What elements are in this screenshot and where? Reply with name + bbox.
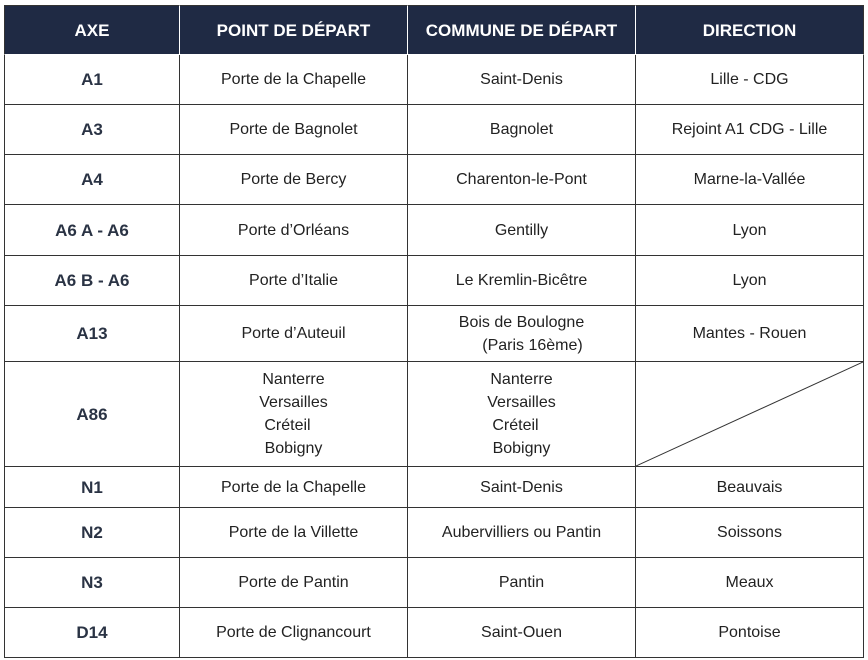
axe-cell: A6 B - A6	[4, 256, 180, 306]
axes-table	[4, 5, 864, 659]
commune-line: Versailles	[487, 394, 556, 411]
direction-cell-empty	[636, 362, 864, 467]
direction-cell: Lille - CDG	[636, 55, 864, 105]
table-row	[4, 362, 864, 467]
point-cell: Porte de la Villette	[180, 508, 408, 558]
table-row	[4, 55, 864, 105]
axe-cell: D14	[4, 608, 180, 658]
commune-cell	[408, 306, 636, 362]
point-cell: Porte de Bagnolet	[180, 105, 408, 155]
commune-line: Bois de Boulogne	[458, 313, 585, 331]
commune-line: Bobigny	[492, 440, 551, 457]
direction-cell: Pontoise	[636, 608, 864, 658]
header-direction: DIRECTION	[636, 5, 864, 55]
commune-cell: Gentilly	[408, 205, 636, 256]
axe-cell: A3	[4, 105, 180, 155]
table-row	[4, 155, 864, 205]
header-point: POINT DE DÉPART	[180, 5, 408, 55]
commune-cell: Charenton-le-Pont	[408, 155, 636, 205]
table-row	[4, 467, 864, 508]
axe-cell: N2	[4, 508, 180, 558]
table-row	[4, 508, 864, 558]
commune-cell: Saint-Ouen	[408, 608, 636, 658]
axe-cell: A86	[4, 362, 180, 467]
commune-line: Nanterre	[490, 371, 553, 388]
direction-cell: Lyon	[636, 205, 864, 256]
point-line: Versailles	[259, 394, 328, 411]
table-row	[4, 205, 864, 256]
commune-line: (Paris 16ème)	[482, 336, 583, 354]
table-row	[4, 256, 864, 306]
point-cell	[180, 362, 408, 467]
header-commune: COMMUNE DE DÉPART	[408, 5, 636, 55]
commune-cell	[408, 362, 636, 467]
point-cell: Porte d’Orléans	[180, 205, 408, 256]
point-cell: Porte de Bercy	[180, 155, 408, 205]
point-line: Bobigny	[264, 440, 323, 457]
commune-cell: Saint-Denis	[408, 55, 636, 105]
point-line: Créteil	[264, 417, 311, 434]
point-cell: Porte de Clignancourt	[180, 608, 408, 658]
direction-cell: Lyon	[636, 256, 864, 306]
point-cell: Porte d’Italie	[180, 256, 408, 306]
point-line: Nanterre	[262, 371, 325, 388]
commune-cell: Saint-Denis	[408, 467, 636, 508]
table-row	[4, 306, 864, 362]
direction-cell: Meaux	[636, 558, 864, 608]
point-cell: Porte de Pantin	[180, 558, 408, 608]
direction-cell: Beauvais	[636, 467, 864, 508]
axe-cell: A1	[4, 55, 180, 105]
commune-cell: Bagnolet	[408, 105, 636, 155]
point-cell: Porte de la Chapelle	[180, 55, 408, 105]
header-axe: AXE	[4, 5, 180, 55]
commune-cell: Pantin	[408, 558, 636, 608]
direction-cell: Rejoint A1 CDG - Lille	[636, 105, 864, 155]
table-row	[4, 608, 864, 658]
table-header	[4, 5, 864, 55]
commune-line: Créteil	[492, 417, 539, 434]
commune-cell: Le Kremlin-Bicêtre	[408, 256, 636, 306]
axe-cell: N3	[4, 558, 180, 608]
direction-cell: Soissons	[636, 508, 864, 558]
axe-cell: A4	[4, 155, 180, 205]
direction-cell: Mantes - Rouen	[636, 306, 864, 362]
direction-cell: Marne-la-Vallée	[636, 155, 864, 205]
axe-cell: A6 A - A6	[4, 205, 180, 256]
diagonal-strike	[636, 362, 863, 466]
table-row	[4, 105, 864, 155]
point-cell: Porte de la Chapelle	[180, 467, 408, 508]
table-row	[4, 558, 864, 608]
point-cell: Porte d’Auteuil	[180, 306, 408, 362]
commune-cell: Aubervilliers ou Pantin	[408, 508, 636, 558]
axe-cell: N1	[4, 467, 180, 508]
axe-cell: A13	[4, 306, 180, 362]
